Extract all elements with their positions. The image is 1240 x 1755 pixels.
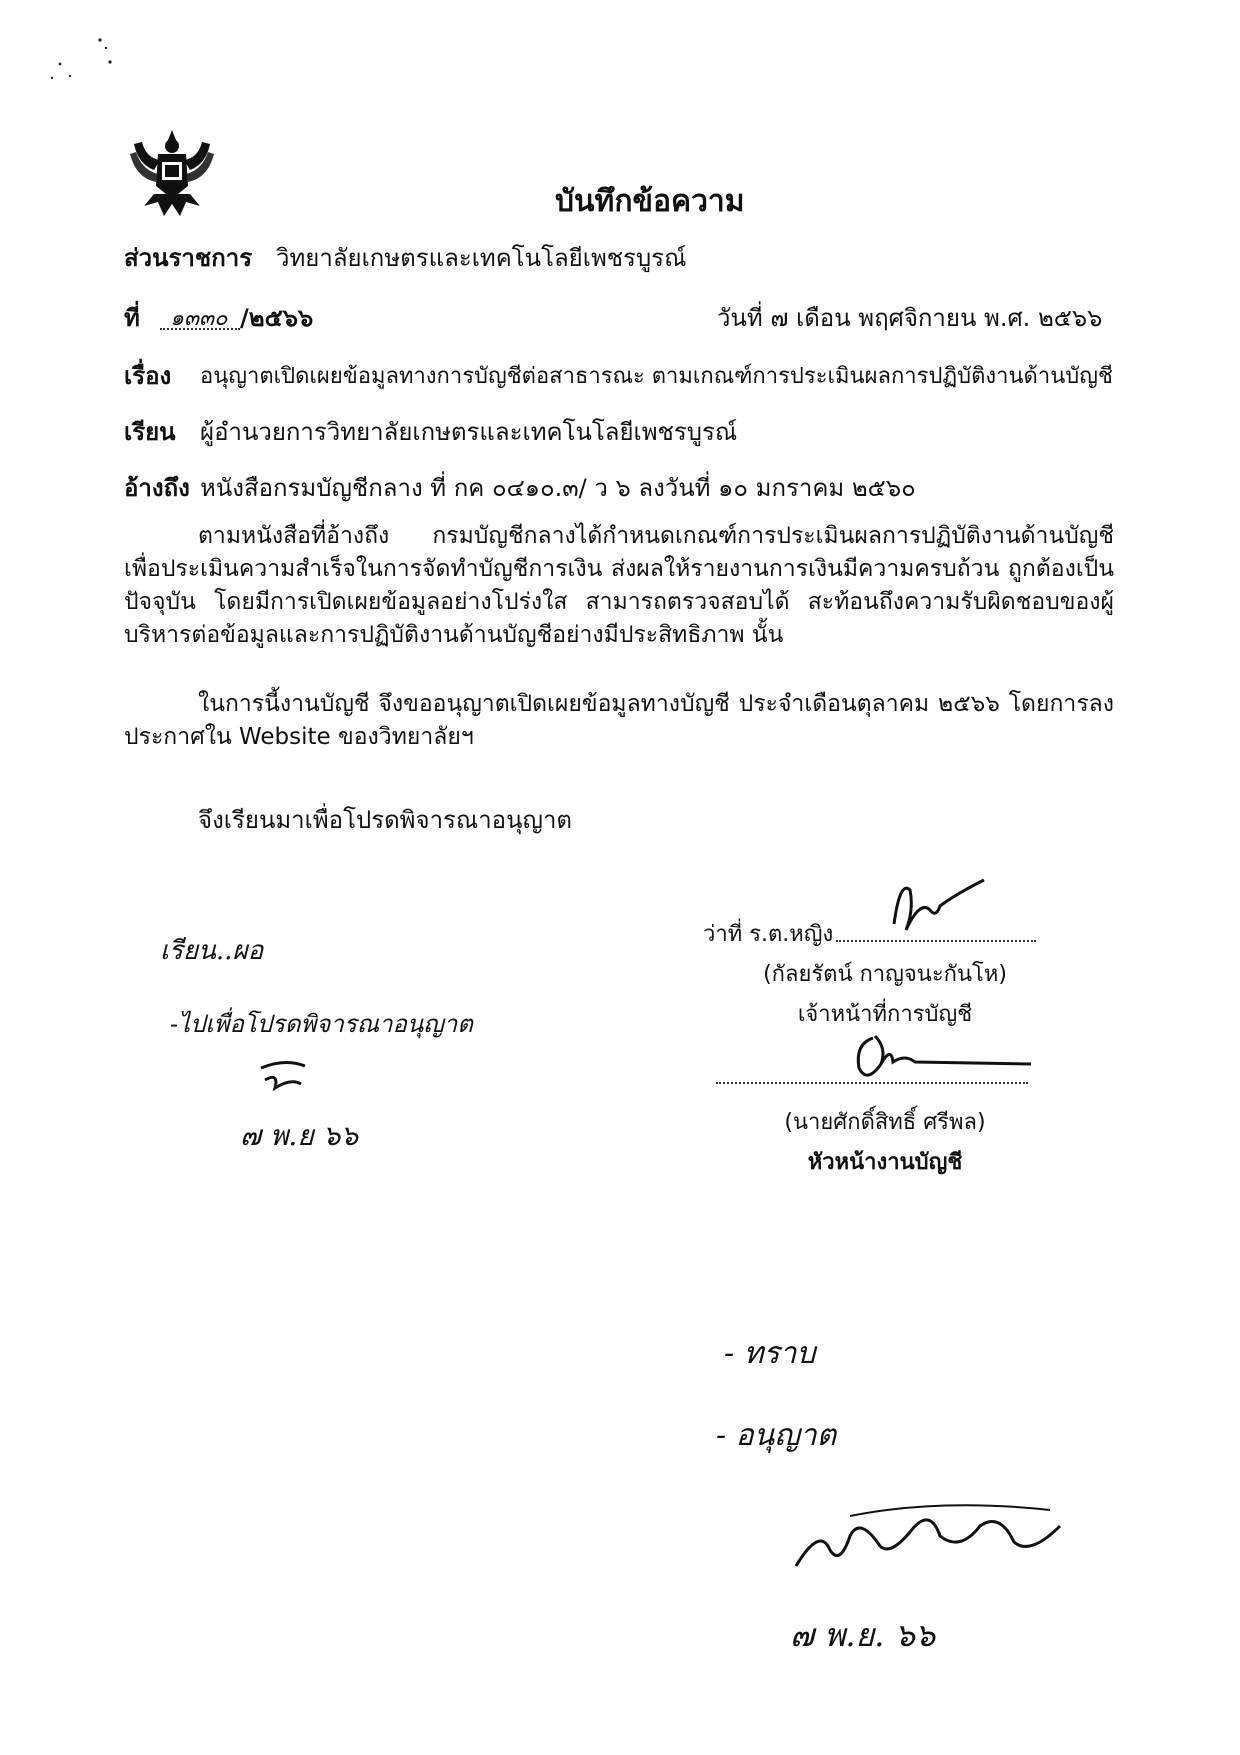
signer1-signature bbox=[880, 870, 990, 940]
signer2-signature-line bbox=[716, 1078, 1028, 1084]
body-paragraph-2: ในการนี้งานบัญชี จึงขออนุญาตเปิดเผยข้อมูลทางบัญชี ประจำเดือนตุลาคม ๒๕๖๖ โดยการลงประกาศใน Website ของวิทยาลัยฯ bbox=[124, 691, 1114, 750]
document-date: วันที่ ๗ เดือน พฤศจิกายน พ.ศ. ๒๕๖๖ bbox=[717, 304, 1103, 332]
handwritten-note-bottom-2: - อนุญาต bbox=[716, 1418, 837, 1453]
signer1-position: เจ้าหน้าที่การบัญชี bbox=[797, 1002, 973, 1027]
subject-label: เรื่อง bbox=[124, 362, 172, 390]
document-number-field bbox=[160, 300, 240, 330]
body-paragraph-1: ตามหนังสือที่อ้างถึง กรมบัญชีกลางได้กำหนดเกณฑ์การประเมินผลการปฏิบัติงานด้านบัญชี เพื่อประเมินความสำเร็จในการจัดทำบัญชีการเงิน ส่งผลให้รายงานการเงินมีความครบถ้วน ถูกต้องเป็นปัจจุบัน โดยมีการเปิดเผยข้อมูลอย่างโปร่งใส สามารถตรวจสอบได้ สะท้อนถึงความรับผิดชอบของผู้บริหารต่อข้อมูลและการปฏิบัติงานด้านบัญชีอย่างมีประสิทธิภาพ นั้น bbox=[124, 523, 1114, 648]
document-number-suffix: /๒๕๖๖ bbox=[240, 304, 314, 332]
agency-label: ส่วนราชการ bbox=[124, 244, 253, 272]
scan-speckles bbox=[40, 20, 130, 90]
signer2-position: หัวหน้างานบัญชี bbox=[807, 1150, 963, 1175]
addressee-value: ผู้อำนวยการวิทยาลัยเกษตรและเทคโนโลยีเพชรบูรณ์ bbox=[200, 418, 738, 446]
reference-value: หนังสือกรมบัญชีกลาง ที่ กค ๐๔๑๐.๓/ ว ๖ ลงวันที่ ๑๐ มกราคม ๒๕๖๐ bbox=[200, 474, 916, 502]
document-number-handwritten: ๑๓๓๐ bbox=[170, 306, 228, 331]
handwritten-note-bottom-date: ๗ พ.ย. ๖๖ bbox=[790, 1616, 936, 1654]
handwritten-signature-bottom bbox=[790, 1496, 1070, 1586]
addressee-label: เรียน bbox=[124, 418, 176, 446]
handwritten-note-left-date: ๗ พ.ย ๖๖ bbox=[240, 1119, 359, 1152]
subject-value: อนุญาตเปิดเผยข้อมูลทางการบัญชีต่อสาธารณะ ตามเกณฑ์การประเมินผลการปฏิบัติงานด้านบัญชี bbox=[200, 364, 1113, 389]
closing-line: จึงเรียนมาเพื่อโปรดพิจารณาอนุญาต bbox=[198, 806, 573, 834]
handwritten-note-left-2: -ไปเพื่อโปรดพิจารณาอนุญาต bbox=[170, 1010, 473, 1038]
signer2-signature bbox=[845, 1024, 1035, 1084]
signer2-name: (นายศักดิ์สิทธิ์ ศรีพล) bbox=[784, 1110, 986, 1135]
document-number-label: ที่ bbox=[124, 304, 140, 332]
handwritten-note-bottom-1: - ทราบ bbox=[724, 1336, 816, 1371]
agency-value: วิทยาลัยเกษตรและเทคโนโลยีเพชรบูรณ์ bbox=[276, 244, 687, 272]
handwritten-initials-left bbox=[255, 1058, 315, 1098]
signer1-prefix: ว่าที่ ร.ต.หญิง bbox=[703, 922, 834, 947]
handwritten-note-left-1: เรียน..ผอ bbox=[160, 936, 264, 966]
reference-label: อ้างถึง bbox=[124, 474, 190, 502]
memo-title: บันทึกข้อความ bbox=[555, 184, 745, 219]
signer1-name: (กัลยรัตน์ กาญจนะกันโห) bbox=[763, 962, 1007, 987]
garuda-emblem-icon bbox=[124, 124, 220, 224]
